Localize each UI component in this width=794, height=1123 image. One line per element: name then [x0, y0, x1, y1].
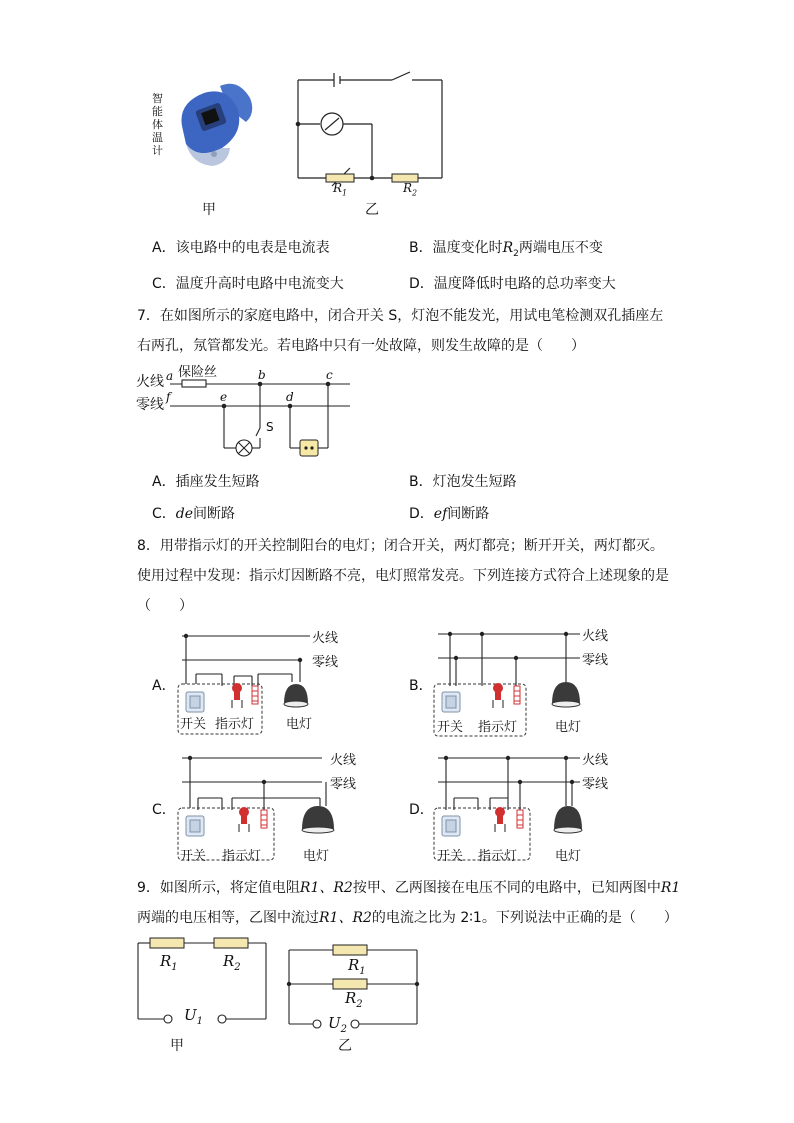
q8-a-live: 火线 — [312, 631, 339, 646]
q9-text-line2: 两端的电压相等，乙图中流过R1、R2的电流之比为 2∶1。下列说法中正确的是（ ） — [137, 910, 678, 926]
q8-text-line2: 使用过程中发现：指示灯因断路不亮，电灯照常发亮。下列连接方式符合上述现象的是 — [137, 568, 669, 584]
q6-option-c: C．温度升高时电路中电流变大 — [152, 276, 344, 292]
q8-d-live: 火线 — [582, 753, 609, 768]
q8-d-lamp: 电灯 — [555, 849, 582, 864]
q9-u2: $U_2$ — [328, 1014, 348, 1035]
q8-option-b-label: B． — [409, 678, 433, 694]
q9-yi-r1: $R_1$ — [348, 956, 366, 977]
q7-option-d: D．ef间断路 — [409, 506, 490, 522]
q8-b-switch: 开关 — [437, 720, 464, 735]
q7-option-c: C．de间断路 — [152, 506, 236, 522]
q7-option-a: A．插座发生短路 — [152, 474, 260, 490]
q8-c-live: 火线 — [330, 753, 357, 768]
q9-jia-r2: $R_2$ — [223, 952, 241, 973]
q7-text-line1: 7．在如图所示的家庭电路中，闭合开关 S，灯泡不能发光，用试电笔检测双孔插座左 — [137, 308, 664, 324]
q7-neutral-label: 零线 — [136, 397, 164, 413]
smart-thermometer-image — [168, 78, 258, 173]
q9-u1: $U_1$ — [184, 1006, 204, 1027]
q8-b-live: 火线 — [582, 629, 609, 644]
q6-r2-label: $R_2$ — [403, 181, 418, 198]
q8-option-c-label: C． — [152, 802, 176, 818]
q8-d-indicator: 指示灯 — [478, 849, 518, 864]
q6-option-a: A．该电路中的电表是电流表 — [152, 240, 330, 256]
q8-text-line1: 8．用带指示灯的开关控制阳台的电灯；闭合开关，两灯都亮；断开开关，两灯都灭。 — [137, 538, 664, 554]
q8-b-indicator: 指示灯 — [478, 720, 518, 735]
q8-d-neutral: 零线 — [582, 777, 609, 792]
q9-text-line1: 9．如图所示，将定值电阻R1、R2按甲、乙两图接在电压不同的电路中，已知两图中R1 — [137, 880, 681, 896]
q9-fig-jia: 甲 — [170, 1038, 184, 1054]
q7-fuse-label: 保险丝 — [178, 365, 218, 380]
fig-yi-label-q6: 乙 — [365, 202, 379, 218]
q8-a-lamp: 电灯 — [286, 717, 313, 732]
q9-fig-yi: 乙 — [338, 1038, 352, 1054]
q9-parallel-circuit — [283, 940, 423, 1032]
q8-c-lamp: 电灯 — [303, 849, 330, 864]
q8-a-indicator: 指示灯 — [215, 717, 255, 732]
q9-yi-r2: $R_2$ — [345, 989, 363, 1010]
q7-point-c: c — [326, 368, 333, 382]
q8-c-neutral: 零线 — [330, 777, 357, 792]
q7-point-d: d — [286, 390, 294, 404]
q8-b-neutral: 零线 — [582, 653, 609, 668]
q8-a-neutral: 零线 — [312, 655, 339, 670]
q7-live-label: 火线 — [136, 374, 164, 390]
q7-household-circuit — [160, 370, 360, 462]
thermometer-label: 智能体温计 — [152, 92, 163, 157]
q8-option-d-label: D． — [409, 802, 434, 818]
fig-jia-label-q6: 甲 — [202, 202, 216, 218]
q8-d-switch: 开关 — [437, 849, 464, 864]
q9-jia-r1: $R_1$ — [160, 952, 178, 973]
q6-option-b: B．温度变化时$R_2$两端电压不变 — [409, 240, 603, 259]
q7-point-f: f — [166, 390, 171, 404]
q8-text-line3: （ ） — [137, 598, 193, 614]
q7-text-line2: 右两孔，氖管都发光。若电路中只有一处故障，则发生故障的是（ ） — [137, 338, 585, 354]
q8-a-switch: 开关 — [180, 717, 207, 732]
q6-option-d: D．温度降低时电路的总功率变大 — [409, 276, 616, 292]
q8-b-lamp: 电灯 — [555, 720, 582, 735]
q8-c-switch: 开关 — [180, 849, 207, 864]
q7-option-b: B．灯泡发生短路 — [409, 474, 517, 490]
q7-switch-label: S — [266, 420, 274, 434]
q7-point-a: a — [166, 369, 174, 383]
q6-r1-label: $R_1$ — [333, 181, 348, 198]
q8-option-a-label: A． — [152, 678, 176, 694]
q7-point-b: b — [258, 368, 266, 382]
q8-c-indicator: 指示灯 — [222, 849, 262, 864]
q6-circuit-diagram — [292, 68, 452, 198]
q7-point-e: e — [220, 390, 228, 404]
